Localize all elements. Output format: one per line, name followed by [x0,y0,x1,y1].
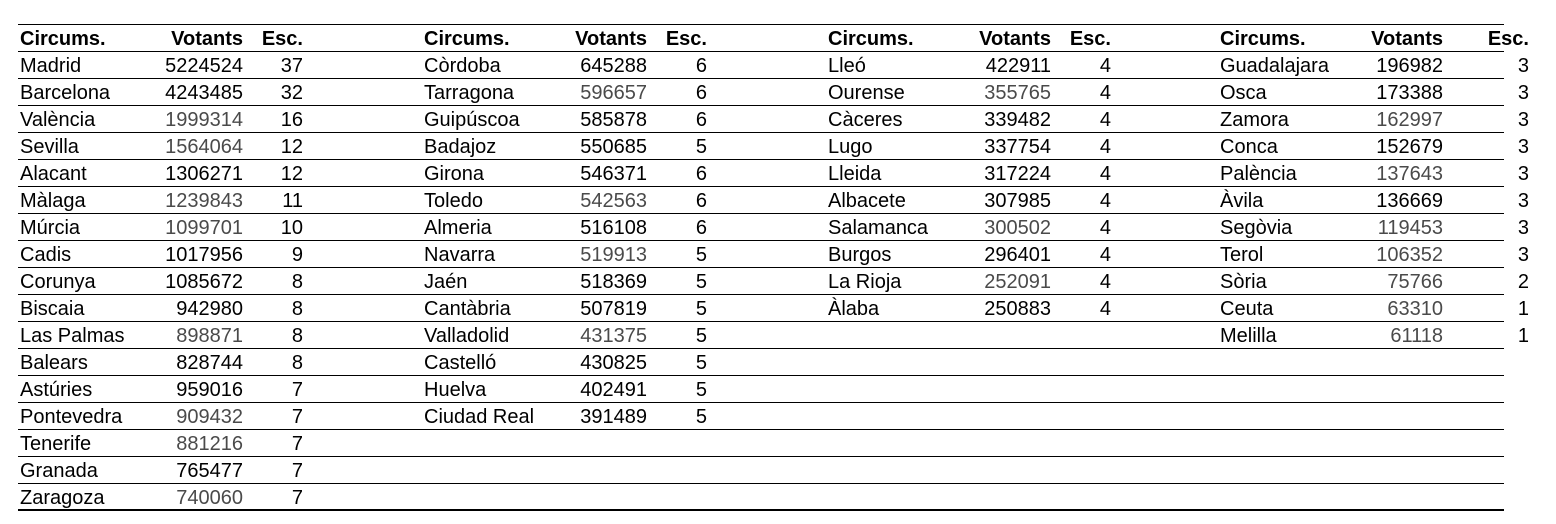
cell-esc: 3 [1517,244,1529,266]
cell-votants: 196982 [1376,55,1443,77]
cell-esc: 4 [1099,55,1111,77]
cell-esc: 3 [1517,55,1529,77]
cell-circums: Càceres [828,109,903,131]
header-circums: Circums. [20,28,106,50]
cell-circums: València [20,109,96,131]
cell-votants: 1099701 [165,217,243,239]
cell-circums: Albacete [828,190,906,212]
cell-votants: 516108 [580,217,647,239]
cell-circums: Melilla [1220,325,1277,347]
cell-votants: 317224 [984,163,1051,185]
cell-circums: Sòria [1220,271,1267,293]
cell-circums: Girona [424,163,485,185]
cell-esc: 5 [695,352,707,374]
cell-circums: Osca [1220,82,1267,104]
cell-votants: 942980 [176,298,243,320]
cell-esc: 5 [695,136,707,158]
cell-esc: 4 [1099,271,1111,293]
cell-votants: 119453 [1377,217,1443,239]
cell-esc: 12 [280,136,303,158]
cell-circums: Madrid [20,55,82,77]
cell-votants: 136669 [1376,190,1443,212]
cell-esc: 4 [1099,244,1111,266]
cell-esc: 5 [695,325,707,347]
cell-circums: Zaragoza [20,487,105,509]
cell-votants: 152679 [1376,136,1443,158]
cell-circums: Sevilla [20,136,79,158]
cell-circums: La Rioja [828,271,902,293]
cell-circums: Segòvia [1220,217,1293,239]
cell-votants: 507819 [580,298,647,320]
cell-esc: 4 [1099,298,1111,320]
cell-votants: 740060 [176,487,243,509]
cell-votants: 959016 [176,379,243,401]
cell-circums: Cantàbria [424,298,511,320]
cell-circums: Còrdoba [424,55,501,77]
cell-esc: 8 [291,352,303,374]
cell-circums: Zamora [1220,109,1289,131]
cell-circums: Tenerife [20,433,92,455]
cell-esc: 4 [1099,136,1111,158]
cell-circums: Palència [1220,163,1297,185]
cell-esc: 7 [291,379,303,401]
cell-esc: 8 [291,325,303,347]
cell-votants: 518369 [580,271,647,293]
cell-esc: 1 [1517,325,1529,347]
cell-circums: Ceuta [1220,298,1274,320]
cell-esc: 6 [695,190,707,212]
cell-esc: 3 [1517,163,1529,185]
cell-circums: Conca [1220,136,1278,158]
cell-votants: 391489 [580,406,647,428]
cell-circums: Burgos [828,244,892,266]
cell-esc: 4 [1099,82,1111,104]
cell-votants: 765477 [176,460,243,482]
cell-votants: 75766 [1387,271,1443,293]
cell-esc: 11 [282,190,303,212]
cell-circums: Toledo [424,190,483,212]
cell-esc: 1 [1517,298,1529,320]
cell-votants: 645288 [580,55,647,77]
cell-esc: 6 [695,163,707,185]
cell-votants: 1306271 [165,163,243,185]
cell-votants: 252091 [984,271,1051,293]
cell-circums: Màlaga [20,190,86,212]
cell-circums: Tarragona [424,82,515,104]
cell-circums: Àvila [1220,190,1264,212]
cell-esc: 3 [1517,217,1529,239]
cell-esc: 3 [1517,190,1529,212]
cell-votants: 339482 [984,109,1051,131]
cell-votants: 430825 [580,352,647,374]
cell-circums: Almeria [424,217,492,239]
cell-circums: Badajoz [424,136,497,158]
cell-circums: Terol [1220,244,1264,266]
cell-esc: 4 [1099,217,1111,239]
cell-esc: 5 [695,379,707,401]
cell-esc: 3 [1517,82,1529,104]
cell-circums: Pontevedra [20,406,123,428]
cell-esc: 8 [291,298,303,320]
cell-circums: Múrcia [20,217,81,239]
cell-esc: 5 [695,244,707,266]
cell-circums: Jaén [424,271,468,293]
cell-circums: Ciudad Real [424,406,535,428]
cell-esc: 5 [695,298,707,320]
cell-votants: 250883 [984,298,1051,320]
cell-esc: 8 [291,271,303,293]
cell-votants: 828744 [176,352,243,374]
cell-votants: 4243485 [165,82,243,104]
cell-votants: 596657 [580,82,647,104]
cell-votants: 296401 [984,244,1051,266]
cell-votants: 173388 [1376,82,1443,104]
cell-circums: Biscaia [20,298,85,320]
header-votants: Votants [575,28,647,50]
cell-votants: 1564064 [165,136,243,158]
cell-circums: Huelva [424,379,487,401]
header-esc: Esc. [1069,28,1111,50]
cell-votants: 550685 [580,136,647,158]
cell-circums: Ourense [828,82,905,104]
cell-circums: Barcelona [20,82,111,104]
header-esc: Esc. [665,28,707,50]
cell-circums: Corunya [20,271,96,293]
cell-esc: 6 [695,217,707,239]
cell-votants: 546371 [580,163,647,185]
cell-votants: 61118 [1390,325,1443,347]
header-votants: Votants [1371,28,1443,50]
cell-circums: Àlaba [828,298,880,320]
header-esc: Esc. [261,28,303,50]
cell-esc: 12 [280,163,303,185]
cell-esc: 3 [1517,136,1529,158]
cell-circums: Castelló [424,352,497,374]
cell-esc: 2 [1517,271,1529,293]
cell-votants: 542563 [580,190,647,212]
cell-esc: 7 [291,433,303,455]
cell-esc: 7 [291,406,303,428]
cell-votants: 300502 [984,217,1051,239]
header-circums: Circums. [1220,28,1306,50]
cell-votants: 337754 [984,136,1051,158]
cell-esc: 3 [1517,109,1529,131]
header-esc: Esc. [1487,28,1529,50]
cell-esc: 4 [1099,163,1111,185]
cell-votants: 137643 [1376,163,1443,185]
constituency-table [18,24,1529,512]
cell-votants: 1239843 [165,190,243,212]
header-votants: Votants [171,28,243,50]
cell-circums: Las Palmas [20,325,125,347]
cell-votants: 307985 [984,190,1051,212]
cell-circums: Astúries [20,379,93,401]
cell-votants: 422911 [985,55,1051,77]
cell-votants: 1017956 [165,244,243,266]
cell-esc: 7 [291,487,303,509]
cell-esc: 5 [695,271,707,293]
cell-votants: 1999314 [165,109,243,131]
cell-esc: 4 [1099,109,1111,131]
cell-esc: 10 [280,217,303,239]
cell-esc: 37 [280,55,303,77]
header-votants: Votants [979,28,1051,50]
cell-esc: 9 [291,244,303,266]
cell-votants: 431375 [580,325,647,347]
cell-esc: 6 [695,82,707,104]
cell-circums: Navarra [424,244,496,266]
cell-circums: Valladolid [424,325,510,347]
header-circums: Circums. [828,28,914,50]
cell-circums: Lleó [828,55,866,77]
header-circums: Circums. [424,28,510,50]
cell-esc: 6 [695,55,707,77]
cell-circums: Balears [20,352,88,374]
cell-esc: 4 [1099,190,1111,212]
cell-votants: 881216 [176,433,243,455]
cell-esc: 16 [280,109,303,131]
cell-votants: 1085672 [165,271,243,293]
cell-esc: 32 [280,82,303,104]
cell-votants: 898871 [176,325,243,347]
cell-circums: Salamanca [828,217,929,239]
cell-circums: Guipúscoa [424,109,520,131]
cell-circums: Lleida [828,163,882,185]
cell-circums: Lugo [828,136,873,158]
cell-circums: Granada [20,460,98,482]
cell-votants: 402491 [580,379,647,401]
cell-circums: Cadis [20,244,72,266]
cell-votants: 909432 [176,406,243,428]
cell-votants: 519913 [580,244,647,266]
cell-votants: 585878 [580,109,647,131]
cell-esc: 5 [695,406,707,428]
cell-votants: 5224524 [165,55,243,77]
cell-votants: 63310 [1387,298,1443,320]
cell-votants: 355765 [984,82,1051,104]
cell-votants: 106352 [1376,244,1443,266]
cell-esc: 6 [695,109,707,131]
cell-votants: 162997 [1376,109,1443,131]
cell-esc: 7 [291,460,303,482]
cell-circums: Guadalajara [1220,55,1329,77]
cell-circums: Alacant [20,163,87,185]
